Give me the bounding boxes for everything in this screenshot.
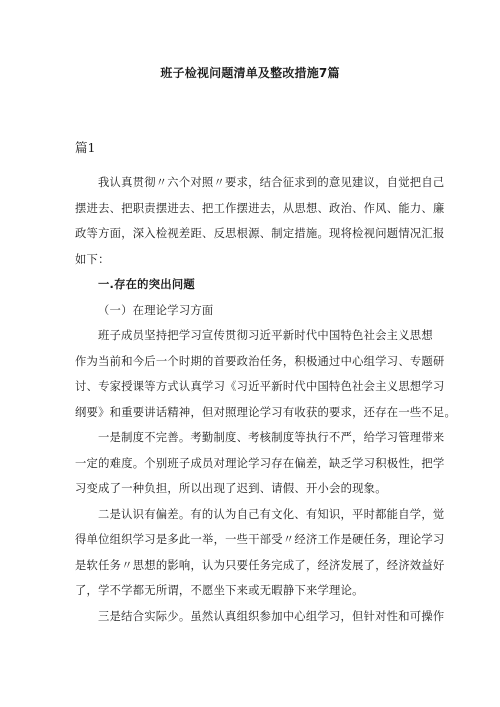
- paragraph-line: 我认真贯彻〃六个对照〃要求，结合征求到的意见建议，自觉把自己: [98, 176, 445, 189]
- document-title: 班子检视问题清单及整改措施7篇: [160, 66, 340, 80]
- paragraph-line: 了，学不学都无所谓，不愿坐下来或无暇静下来学理论。: [75, 584, 364, 597]
- paragraph-line: 三是结合实际少。虽然认真组织参加中心组学习，但针对性和可操作: [98, 609, 445, 623]
- paragraph-line: 一是制度不完善。考勤制度、考核制度等执行不严，给学习管理带来: [98, 431, 445, 444]
- paragraph-line: 二是认识有偏差。有的认为自己有文化、有知识，平时都能自学，觉: [98, 507, 445, 521]
- paragraph-line: 纲要》和重要讲话精神，但对照理论学习有收获的要求，还存在一些不足。: [75, 405, 457, 419]
- paragraph-line: 如下：: [75, 252, 110, 266]
- paragraph-line: 是软任务〃思想的影响，认为只要任务完成了，经济发展了，经济效益好: [75, 558, 445, 572]
- paragraph-line: 作为当前和今后一个时期的首要政治任务，积极通过中心组学习、专题研: [75, 354, 445, 368]
- paragraph-line: 习变成了一种负担，所以出现了迟到、请假、开小会的现象。: [75, 482, 387, 495]
- paragraph-line: 讨、专家授课等方式认真学习《习近平新时代中国特色社会主义思想学习: [75, 380, 445, 393]
- paragraph-line: 政等方面，深入检视差距、反思根源、制定措施。现将检视问题情况汇报: [75, 227, 445, 240]
- paragraph-line: 班子成员坚持把学习宣传贯彻习近平新时代中国特色社会主义思想: [98, 329, 433, 342]
- paragraph-line: 一定的难度。个别班子成员对理论学习存在偏差，缺乏学习积极性，把学: [75, 456, 445, 470]
- section-heading: 一.存在的突出问题: [98, 278, 195, 291]
- subsection-heading: （一）在理论学习方面: [98, 303, 214, 317]
- section-label: 篇1: [75, 140, 96, 155]
- paragraph-line: 摆进去、把职责摆进去、把工作摆进去，从思想、政治、作风、能力、廉: [75, 201, 445, 215]
- paragraph-line: 得单位组织学习是多此一举，一些干部受〃经济工作是硬任务，理论学习: [75, 533, 445, 546]
- document-body: [75, 170, 457, 629]
